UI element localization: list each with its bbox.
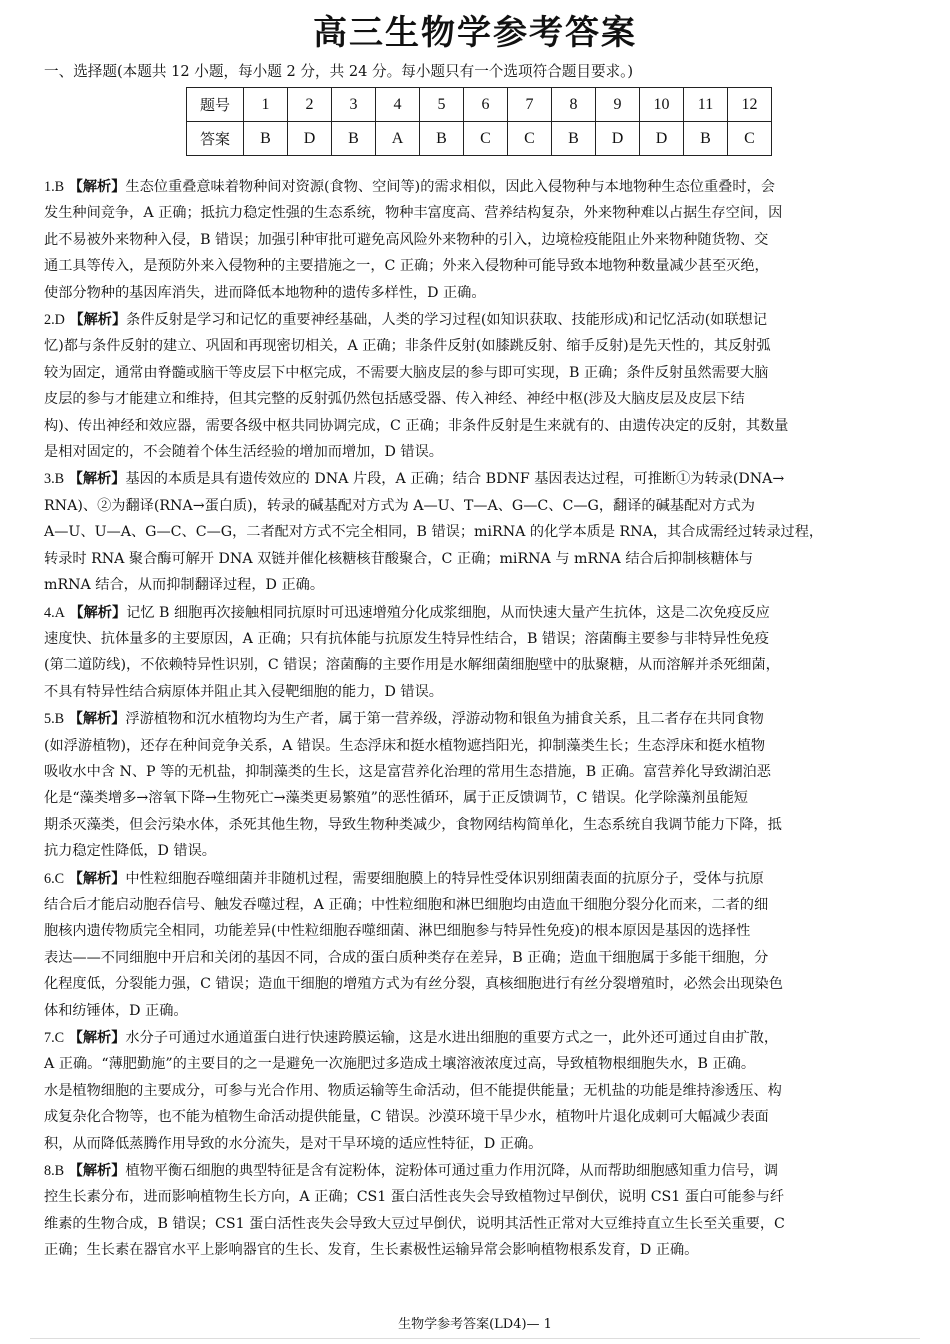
explanation-item (44, 1025, 910, 1157)
question-number: 9 (596, 88, 640, 122)
question-number: 1 (244, 88, 288, 122)
item-text: 中性粒细胞吞噬细菌并非随机过程，需要细胞膜上的特异性受体识别细菌表面的抗原分子，受体与抗原 结合后才能启动胞吞信号、触发吞噬过程，A 正确；中性粒细胞和淋巴细胞均由造血干细胞分裂分化而来，二者的细 胞核内遗传物质完全相同，功能差异(中性粒细胞吞噬细菌、淋巴细胞参与特异性免疫)的根本原因是基因的选择性 表达——不同细胞中开启和关闭的基因不同，合成的蛋白质种类存在差异，B 正确；造血干细胞属于多能干细胞，分 化程度低，分裂能力强，C 错误；造血干细胞的增殖方式为有丝分裂，真核细胞进行有丝分裂增殖时，必然会出现染色 体和纺锤体，D 正确。 (44, 870, 783, 1019)
answer-cell: C (728, 122, 772, 156)
item-number: 7.C (44, 1030, 65, 1046)
answer-cell: A (376, 122, 420, 156)
item-number: 6.C (44, 870, 65, 887)
analysis-tag: 【解析】 (68, 471, 126, 488)
explanation-list (44, 174, 910, 1265)
item-text: 条件反射是学习和记忆的重要神经基础，人类的学习过程(如知识获取、技能形成)和记忆活动(如联想记 忆)都与条件反射的建立、巩固和再现密切相关，A 正确；非条件反射(如膝跳反射、缩手反射)是先天性的，其反射弧 较为固定，通常由脊髓或脑干等皮层下中枢完成，不需要大脑皮层的参与即可实现，B 正确；条件反射虽然需要大脑 皮层的参与才能建立和维持，但其完整的反射弧仍然包括感受器、传入神经、神经中枢(涉及大脑皮层及皮层下结 构)、传出神经和效应器，需要各级中枢共同协调完成，C 正确；非条件反射是生来就有的、由遗传决定的反射，其数量 是相对固定的，不会随着个体生活经验的增加而增加，D 错误。 (44, 312, 789, 461)
item-text: 记忆 B 细胞再次接触相同抗原时可迅速增殖分化成浆细胞，从而快速大量产生抗体，这是二次免疫反应 速度快、抗体量多的主要原因，A 正确；只有抗体能与抗原发生特异性结合，B 错误；溶菌酶主要参与非特异性免疫 (第二道防线)，不依赖特异性识别，C 错误；溶菌酶的主要作用是水解细菌细胞壁中的肽聚糖，从而溶解并杀死细菌， 不具有特异性结合病原体并阻止其入侵靶细胞的能力，D 错误。 (44, 604, 780, 700)
answer-cell: B (552, 122, 596, 156)
explanation-item (44, 706, 910, 864)
analysis-tag: 【解析】 (69, 312, 127, 329)
explanation-item (44, 307, 910, 465)
analysis-tag: 【解析】 (68, 179, 126, 195)
question-number: 4 (376, 88, 420, 122)
row-label-question: 题号 (187, 88, 244, 122)
item-number: 1.B (44, 179, 65, 195)
answer-cell: B (332, 122, 376, 156)
answer-cell: D (640, 122, 684, 156)
item-text: 水分子可通过水通道蛋白进行快速跨膜运输，这是水进出细胞的重要方式之一，此外还可通过自由扩散， A 正确。“薄肥勤施”的主要目的之一是避免一次施肥过多造成土壤溶液浓度过高，导致植物根细胞失水，B 正确。 水是植物细胞的主要成分，可参与光合作用、物质运输等生命活动，但不能提供能量；无机盐的功能是维持渗透压、构 成复杂化合物等，也不能为植物生命活动提供能量，C 错误。沙漠环境干旱少水，植物叶片退化成刺可大幅减少表面 积，从而降低蒸腾作用导致的水分流失，是对干旱环境的适应性特征，D 正确。 (44, 1030, 782, 1152)
item-text: 基因的本质是具有遗传效应的 DNA 片段，A 正确；结合 BDNF 基因表达过程，可推断①为转录(DNA→ RNA)、②为翻译(RNA→蛋白质)，转录的碱基配对方式为 A—U、T—A、G—C、C—G，翻译的碱基配对方式为 A—U、U—A、G—C、C—G，二者配对方式不完全相同，B 错误；miRNA 的化学本质是 RNA，其合成需经过转录过程， 转录时 RNA 聚合酶可解开 DNA 双链并催化核糖核苷酸聚合，C 正确；miRNA 与 mRNA 结合后抑制核糖体与 mRNA 结合，从而抑制翻译过程，D 正确。 (44, 471, 824, 594)
analysis-tag: 【解析】 (68, 870, 126, 887)
analysis-tag: 【解析】 (69, 604, 127, 621)
item-number: 3.B (44, 471, 65, 488)
question-number: 2 (288, 88, 332, 122)
explanation-item (44, 600, 910, 706)
item-text: 植物平衡石细胞的典型特征是含有淀粉体，淀粉体可通过重力作用沉降，从而帮助细胞感知重力信号，调 控生长素分布，进而影响植物生长方向，A 正确；CS1 蛋白活性丧失会导致植物过早倒伏，说明 CS1 蛋白可能参与纤 维素的生物合成，B 错误；CS1 蛋白活性丧失会导致大豆过早倒伏，说明其活性正常对大豆维持直立生长至关重要，C 正确；生长素在器官水平上影响器官的生长、发育，生长素极性运输异常会影响植物根系发育，D 正确。 (44, 1163, 785, 1259)
item-number: 2.D (44, 312, 65, 329)
question-number: 6 (464, 88, 508, 122)
explanation-item (44, 866, 910, 1024)
page-footer: 生物学参考答案(LD4)— 1 (398, 1317, 552, 1332)
answer-row (187, 122, 772, 156)
answer-cell: D (288, 122, 332, 156)
answer-cell: B (684, 122, 728, 156)
item-text: 生态位重叠意味着物种间对资源(食物、空间等)的需求相似，因此入侵物种与本地物种生态位重叠时，会 发生种间竞争，A 正确；抵抗力稳定性强的生态系统，物种丰富度高、营养结构复杂，外来物种难以占据生存空间，因 此不易被外来物种入侵，B 错误；加强引种审批可避免高风险外来物种的引入，边境检疫能阻止外来物种随货物、交 通工具等传入，是预防外来入侵物种的主要措施之一，C 正确；外来入侵物种可能导致本地物种数量减少甚至灭绝， 使部分物种的基因库消失，进而降低本地物种的遗传多样性，D 正确。 (44, 179, 783, 301)
question-number: 10 (640, 88, 684, 122)
question-number: 12 (728, 88, 772, 122)
item-number: 5.B (44, 711, 65, 728)
analysis-tag: 【解析】 (68, 1030, 126, 1046)
analysis-tag: 【解析】 (68, 1163, 126, 1180)
answer-cell: B (420, 122, 464, 156)
section-heading: 一、选择题(本题共 12 小题，每小题 2 分，共 24 分。每小题只有一个选项符合题目要求。) (44, 63, 634, 80)
answer-cell: C (464, 122, 508, 156)
item-number: 4.A (44, 604, 65, 621)
explanation-item (44, 1158, 910, 1264)
question-number: 5 (420, 88, 464, 122)
question-number: 11 (684, 88, 728, 122)
answer-cell: C (508, 122, 552, 156)
answer-cell: D (596, 122, 640, 156)
explanation-item (44, 174, 910, 306)
item-text: 浮游植物和沉水植物均为生产者，属于第一营养级，浮游动物和银鱼为捕食关系，且二者存在共同食物 (如浮游植物)，还存在种间竞争关系，A 错误。生态浮床和挺水植物遮挡阳光，抑制藻类生长；生态浮床和挺水植物 吸收水中含 N、P 等的无机盐，抑制藻类的生长，这是富营养化治理的常用生态措施，B 正确。富营养化导致湖泊恶 化是“藻类增多→溶氧下降→生物死亡→藻类更易繁殖”的恶性循环，属于正反馈调节，C 错误。化学除藻剂虽能短 期杀灭藻类，但会污染水体，杀死其他生物，导致生物种类减少，食物网结构简单化，生态系统自我调节能力下降，抵 抗力稳定性降低，D 错误。 (44, 711, 782, 860)
page-title: 高三生物学参考答案 (313, 13, 637, 53)
row-label-answer: 答案 (187, 122, 244, 156)
question-number: 7 (508, 88, 552, 122)
question-number: 3 (332, 88, 376, 122)
explanation-item (44, 466, 910, 598)
analysis-tag: 【解析】 (68, 711, 126, 728)
answer-cell: B (244, 122, 288, 156)
footer-divider (30, 1338, 920, 1339)
question-number-row (187, 88, 772, 122)
item-number: 8.B (44, 1163, 65, 1180)
question-number: 8 (552, 88, 596, 122)
answer-table (186, 87, 772, 156)
